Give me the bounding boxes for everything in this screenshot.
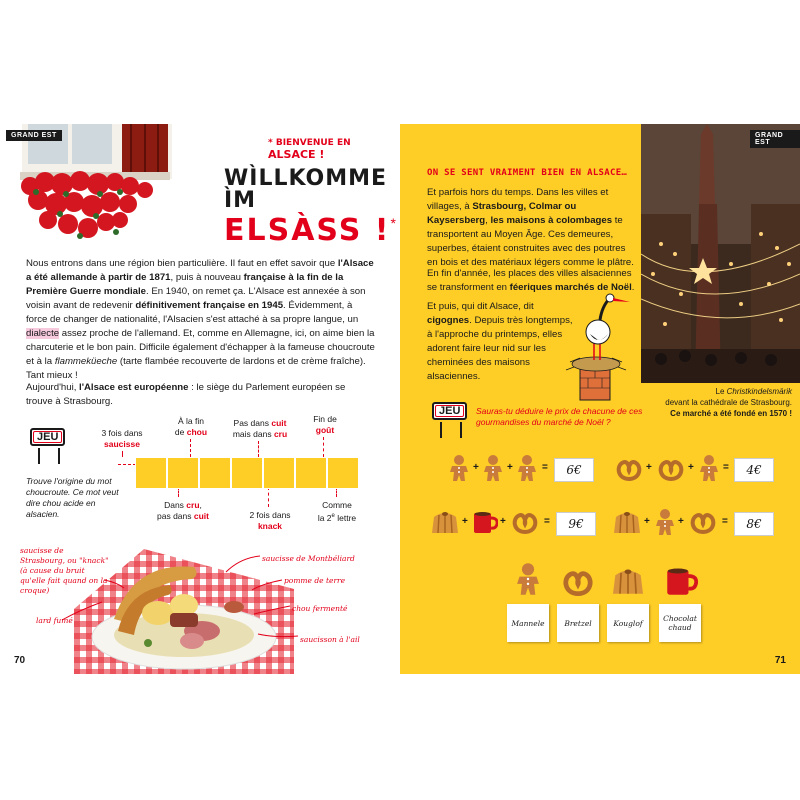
- gingerbread-icon: [698, 454, 720, 482]
- plus-sign: +: [644, 516, 650, 527]
- clue-3: Pas dans cuit mais dans cru: [232, 418, 288, 439]
- label-montbeliard: saucisse de Montbéliard: [262, 554, 355, 563]
- intro-paragraph: Nous entrons dans une région bien particulière. Il faut en effet savoir que l'Alsace a été allemande à partir de 1871, puis à nouveau française à la fin de la Première Guerre mondiale. En 1940, on remet ça. L'Alsace est annexée à son voisin avant de redevenir définitivement française en 1945. Évidemment, à force de changer de nationalité, l'Alsacien s'est attaché à sa propre langue, un dialecte assez proche de l'allemand. Et, comme en Allemagne, ici, on aime bien la charcuterie et le bon pain. Difficile également d'échapper à la fameuse choucroute et à la flammeküeche (tarte flambée recouverte de lardons et de crème fraîche). Tant mieux !: [26, 258, 375, 381]
- price-tag: 6€: [554, 458, 594, 482]
- jeu-question: Sauras-tu déduire le prix de chacune de ces gourmandises du marché de Noël ?: [476, 406, 643, 427]
- window-flowers-photo: [0, 124, 200, 249]
- plus-sign: +: [462, 516, 468, 527]
- answer-card-kouglof[interactable]: Kouglof: [607, 604, 649, 642]
- clue-connector: [268, 487, 269, 507]
- hot-chocolate-mug-icon: [472, 510, 498, 534]
- clue-baseline: [118, 464, 136, 465]
- clue-7: Comme la 2e lettre: [317, 500, 357, 523]
- equals-sign: =: [544, 516, 550, 527]
- title-line-1: WÌLLKOMME ÌM: [224, 166, 388, 213]
- region-badge: GRAND EST: [750, 130, 800, 148]
- pretzel-icon: [560, 570, 596, 596]
- plus-sign: +: [678, 516, 684, 527]
- gingerbread-icon: [448, 454, 470, 482]
- right-page: [400, 124, 800, 674]
- equals-sign: =: [723, 462, 729, 473]
- europe-paragraph: Aujourd'hui, l'Alsace est européenne : le siège du Parlement européen se trouve à Strasbourg.: [26, 382, 346, 407]
- price-tag: 8€: [734, 512, 774, 536]
- left-page: [0, 124, 400, 674]
- clue-2: À la fin de chou: [174, 416, 208, 437]
- gingerbread-icon: [654, 508, 676, 536]
- price-tag: 4€: [734, 458, 774, 482]
- kougelhopf-icon: [610, 566, 646, 596]
- pretzel-icon: [688, 512, 718, 534]
- plus-sign: +: [688, 462, 694, 473]
- label-pomme: pomme de terre: [284, 576, 346, 585]
- jeu-pole: [460, 422, 462, 438]
- label-chou: chou fermenté: [292, 604, 348, 613]
- title-line-2: ELSÀSS !: [224, 213, 391, 248]
- plus-sign: +: [507, 462, 513, 473]
- crossword-cell[interactable]: [263, 457, 295, 489]
- pretzel-icon: [614, 459, 644, 481]
- jeu-sign: [432, 402, 467, 420]
- answer-card-bretzel[interactable]: Bretzel: [557, 604, 599, 642]
- clue-5: Dans cru, pas dans cuit: [157, 500, 209, 521]
- equals-sign: =: [542, 462, 548, 473]
- label-saucisse-strasbourg: saucisse de Strasbourg, ou "knack" (à cause du bruit qu'elle fait quand on la croque): [20, 546, 109, 595]
- kougelhopf-icon: [612, 509, 642, 535]
- pretzel-icon: [510, 512, 540, 534]
- stork-illustration: [560, 292, 640, 402]
- jeu-pole: [38, 448, 40, 464]
- highlight-dialecte: dialecte: [26, 328, 60, 339]
- tagline-region: ALSACE !: [268, 148, 325, 161]
- jeu-pole: [440, 422, 442, 438]
- gingerbread-icon: [516, 454, 538, 482]
- kougelhopf-icon: [430, 509, 460, 535]
- tagline-prefix: * BIENVENUE EN: [268, 138, 351, 148]
- christmas-market-photo: [641, 124, 800, 383]
- label-arrows: [0, 544, 400, 654]
- villages-paragraph: Et parfois hors du temps. Dans les villes et villages, à Strasbourg, Colmar ou Kaysersberg, les maisons à colombages te transportent au Moyen Âge. Ces demeures, superbes, étaient construites avec des poutres en bois et des matériaux légers comme le plâtre.: [427, 187, 634, 268]
- answer-card-mannele[interactable]: Mannele: [507, 604, 549, 642]
- section-heading: ON SE SENT VRAIMENT BIEN EN ALSACE…: [427, 168, 628, 178]
- plus-sign: +: [473, 462, 479, 473]
- clue-connector: [258, 441, 259, 457]
- jeu-label: JEU: [30, 428, 65, 446]
- photo-caption: Le Christkindelsmärik devant la cathédrale de Strasbourg. Ce marché a été fondé en 1570 !: [665, 387, 792, 418]
- plus-sign: +: [646, 462, 652, 473]
- clue-4: Fin de goût: [313, 414, 337, 435]
- label-lard: lard fumé: [36, 616, 73, 625]
- price-tag: 9€: [556, 512, 596, 536]
- jeu-instruction: Trouve l'origine du mot choucroute. Ce mot veut dire chou acide en alsacien.: [26, 476, 119, 519]
- clue-connector: [190, 439, 191, 457]
- region-badge: GRAND EST: [6, 130, 62, 141]
- label-ail: saucisson à l'ail: [300, 635, 360, 644]
- title-star: *: [390, 215, 396, 231]
- tagline: [268, 138, 400, 161]
- clue-connector: [122, 451, 123, 457]
- clue-1: 3 fois dans saucisse: [101, 428, 143, 449]
- storks-paragraph: Et puis, qui dit Alsace, dit cigognes. Depuis très longtemps, à l'approche du printemps, elles adorent faire leur nid sur les cheminées des maisons alsaciennes.: [427, 301, 573, 382]
- jeu-label: JEU: [432, 402, 467, 420]
- jeu-sign: [30, 428, 65, 446]
- crossword-cell[interactable]: [231, 457, 263, 489]
- page-number-left: 70: [14, 655, 26, 666]
- gingerbread-icon: [482, 454, 504, 482]
- page-title: [224, 168, 400, 246]
- crossword-cell[interactable]: [199, 457, 231, 489]
- page-number-right: 71: [774, 655, 786, 666]
- crossword-cell[interactable]: [295, 457, 327, 489]
- hot-chocolate-mug-icon: [664, 566, 698, 596]
- crossword-cell[interactable]: [167, 457, 199, 489]
- clue-connector: [323, 437, 324, 457]
- plus-sign: +: [500, 516, 506, 527]
- jeu-pole: [58, 448, 60, 464]
- crossword-cell[interactable]: [327, 457, 359, 489]
- markets-paragraph: En fin d'année, les places des villes alsaciennes se transforment en féeriques marchés de Noël.: [427, 268, 635, 293]
- equals-sign: =: [722, 516, 728, 527]
- clue-6: 2 fois dans knack: [249, 510, 291, 531]
- pretzel-icon: [656, 459, 686, 481]
- crossword-cell[interactable]: [135, 457, 167, 489]
- gingerbread-icon: [514, 562, 542, 596]
- answer-card-chocolat[interactable]: Chocolat chaud: [659, 604, 701, 642]
